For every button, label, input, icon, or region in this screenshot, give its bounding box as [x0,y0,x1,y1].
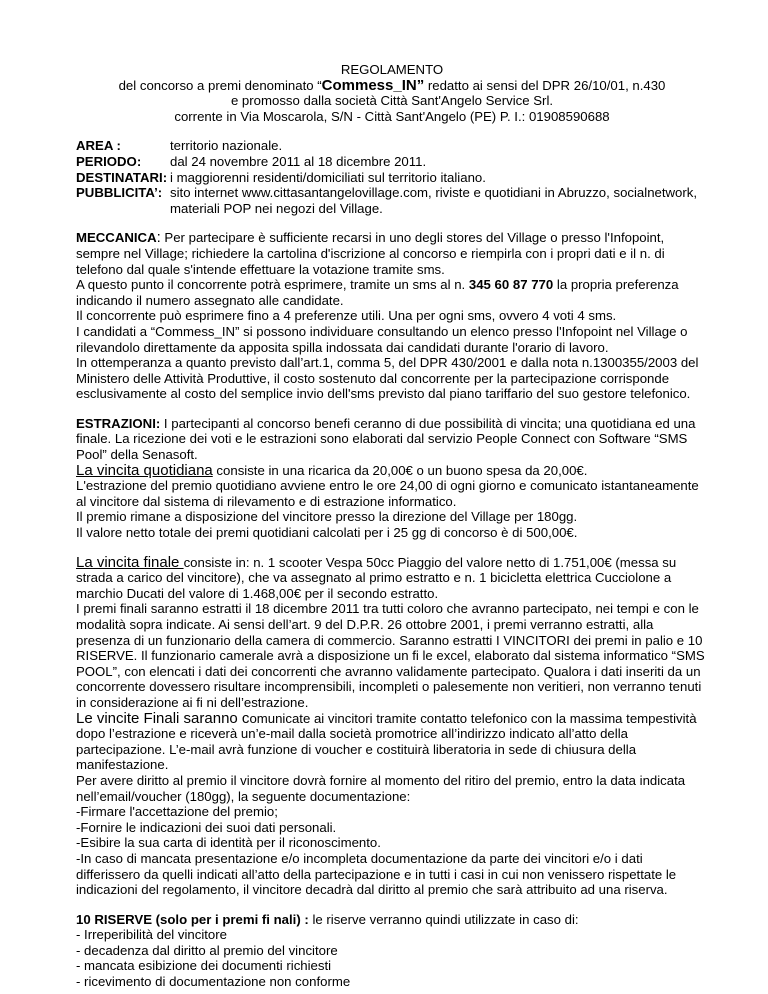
contest-name-close-quote: ” [416,76,425,94]
estrazioni-p4: Il premio rimane a disposizione del vincitore presso la direzione del Village per 180gg. [76,509,578,525]
estrazioni-p3: L'estrazione del premio quotidiano avviene entro le ore 24,00 di ogni giorno e comunicato istantaneamente al vincitore dal sistema di rilevamento e di estrazione informatico. [76,478,699,509]
vincite-finali-text: omunicate ai vincitori tramite contatto telefonico con la massima tempestività dopo l’estrazione e riceverà un’e-mail dalla società promotrice all’indirizzo indicato all’atto della partecipazione. L’e-mail avrà funzione di voucher e costituirà liberatoria in sede di chiusura della manifestazione. [76,710,697,773]
intro-post: redatto ai sensi del DPR 26/10/01, n.430 [424,77,666,93]
vincite-finali [76,711,708,773]
section-meccanica [76,230,708,402]
vincita-finale-text: consiste in: n. 1 scooter Vespa 50cc Piaggio del valore netto di 1.751,00€ (messa su strada a carico del vincitore), che va assegnato al primo estratto e n. 1 bicicletta elettrica Cucciolone a marchio Ducati del valore di 1.468,00€ per il secondo estratto. [76,554,677,601]
meccanica-p4: I candidati a “Commess_IN” si possono individuare consultando un elenco presso l'Infopoint nel Village o rilevandolo direttamente da apposita spilla indossata dai candidati durante l'orario di lavoro. [76,323,688,355]
riserve-intro [76,912,708,928]
riserve-label: 10 RISERVE (solo per i premi fi nali) : [76,911,309,927]
list-item: -Esibire la sua carta di identità per il riconoscimento. [76,835,381,851]
estrazioni-p1 [76,416,708,463]
meccanica-p1 [76,230,708,277]
meta-key-area: AREA : [76,138,121,154]
list-item: -Fornire le indicazioni dei suoi dati personali. [76,819,337,835]
meta-key-destinatari: DESTINATARI: [76,169,168,185]
list-item: -In caso di mancata presentazione e/o incompleta documentazione da parte dei vincitori e/o i dati differissero da quelli indicati all’atto della partecipazione e in tutti i casi in cui non venissero rispettate le indicazioni del regolamento, il vincitore decadrà dal diritto al premio che sarà attribuito ad una riserva. [76,850,677,898]
vincita-quotidiana-text: consiste in una ricarica da 20,00€ o un buono spesa da 20,00€. [212,462,588,478]
meta-value-destinatari: i maggiorenni residenti/domiciliati sul territorio italiano. [170,169,486,185]
riserve-list [76,927,708,989]
intro-line-3: corrente in Via Moscarola, S/N - Città Sant'Angelo (PE) P. I.: 01908590688 [174,108,610,124]
document-title: REGOLAMENTO [340,62,444,77]
section-riserve [76,912,708,990]
meta-value-periodo: dal 24 novembre 2011 al 18 dicembre 2011. [170,153,427,169]
list-item: -Firmare l'accettazione del premio; [76,804,278,820]
contest-name: Commess_IN [321,76,417,94]
vincita-quotidiana-label: La vincita quotidiana [76,461,213,479]
estrazioni-label: ESTRAZIONI: [76,415,161,431]
documentazione-list [76,804,708,898]
meccanica-p2a: A questo punto il concorrente potrà esprimere, tramite un sms al n. [76,277,469,293]
list-item: - mancata esibizione dei documenti richiesti [76,958,332,974]
finale-p2: I premi finali saranno estratti il 18 dicembre 2011 tra tutti coloro che avranno partecipato, nei tempi e con le modalità sopra indicate. Ai sensi dell’art. 9 del D.P.R. 26 ottobre 2001, i premi verranno estratti, alla presenza di un funzionario della camera di commercio. Saranno estratti I VINCITORI dei premi in palio e 10 RISERVE. Il funzionario camerale avrà a disposizione un fi le excel, elaborato dal sistema informatico “SMS POOL”, con elencati i dati dei concorrenti che avranno validamente partecipato. Qualora i dati inseriti da un concorrente dovessero risultare incomprensibili, incompleti o palesemente non veritieri, non verranno tenuti in considerazione ai fi ni dell’estrazione. [76,601,705,710]
meta-key-pubblicita: PUBBLICITA’: [76,185,163,201]
meccanica-p2 [76,277,708,308]
meta-table [76,138,708,216]
meta-value-pubblicita: sito internet www.cittasantangelovillage.com, riviste e quotidiani in Abruzzo, socialnetwork, materiali POP nei negozi del Village. [170,185,698,216]
estrazioni-p1-text: I partecipanti al concorso benefi ceranno di due possibilità di vincita; una quotidiana ed una finale. La ricezione dei voti e le estrazioni sono elaborati dal servizio People Connect con Software “SMS Pool” della Senasoft. [76,415,696,463]
estrazioni-p5: Il valore netto totale dei premi quotidiani calcolati per i 25 gg di concorso è di 500,00€. [76,525,578,541]
list-item: - ricevimento di documentazione non conforme [76,974,351,990]
finale-p4: Per avere diritto al premio il vincitore dovrà fornire al momento del ritiro del premio, entro la data indicata nell’email/voucher (180gg), la seguente documentazione: [76,772,686,804]
meta-key-periodo: PERIODO: [76,153,142,169]
vincita-quotidiana [76,463,708,479]
intro-line-2: e promosso dalla società Città Sant'Angelo Service Srl. [230,93,554,109]
meccanica-p5: In ottemperanza a quanto previsto dall’art.1, comma 5, del DPR 430/2001 e dalla nota n.1300355/2003 del Ministero delle Attività Produttive, il costo sostenuto dal concorrente per la partecipazione corrisponde esclusivamente al costo del semplice invio dell'sms previsto dal piano tariffario del suo gestore telefonico. [76,355,699,402]
sms-number: 345 60 87 770 [468,277,554,293]
meccanica-p1-text: Per partecipare è sufficiente recarsi in uno degli stores del Village o presso l'Infopoint, sempre nel Village; richiedere la cartolina d'iscrizione al concorso e riempirla con i propri dati e il n. di telefono dal quale s'intende effettuare la votazione tramite sms. [76,230,665,277]
meta-value-area: territorio nazionale. [170,138,283,154]
vincita-finale [76,555,708,602]
meccanica-p3: Il concorrente può esprimere fino a 4 preferenze utili. Una per ogni sms, ovvero 4 voti 4 sms. [76,308,617,324]
meccanica-label: MECCANICA [76,230,157,246]
meccanica-p2b: la propria preferenza indicando il numero assegnato alle candidate. [76,277,679,308]
list-item: - Irreperibilità del vincitore [76,927,227,943]
vincite-finali-label: Le vincite Finali saranno c [76,709,250,727]
riserve-text: le riserve verranno quindi utilizzate in caso di: [308,911,579,927]
vincita-finale-label: La vincita finale [76,553,184,571]
document-header [76,62,708,124]
intro-pre: del concorso a premi denominato “ [118,77,322,93]
section-vincita-finale [76,555,708,898]
intro-line-1 [76,78,708,94]
meccanica-colon: : [156,229,161,247]
section-estrazioni [76,416,708,541]
list-item: - decadenza dal diritto al premio del vincitore [76,942,338,958]
